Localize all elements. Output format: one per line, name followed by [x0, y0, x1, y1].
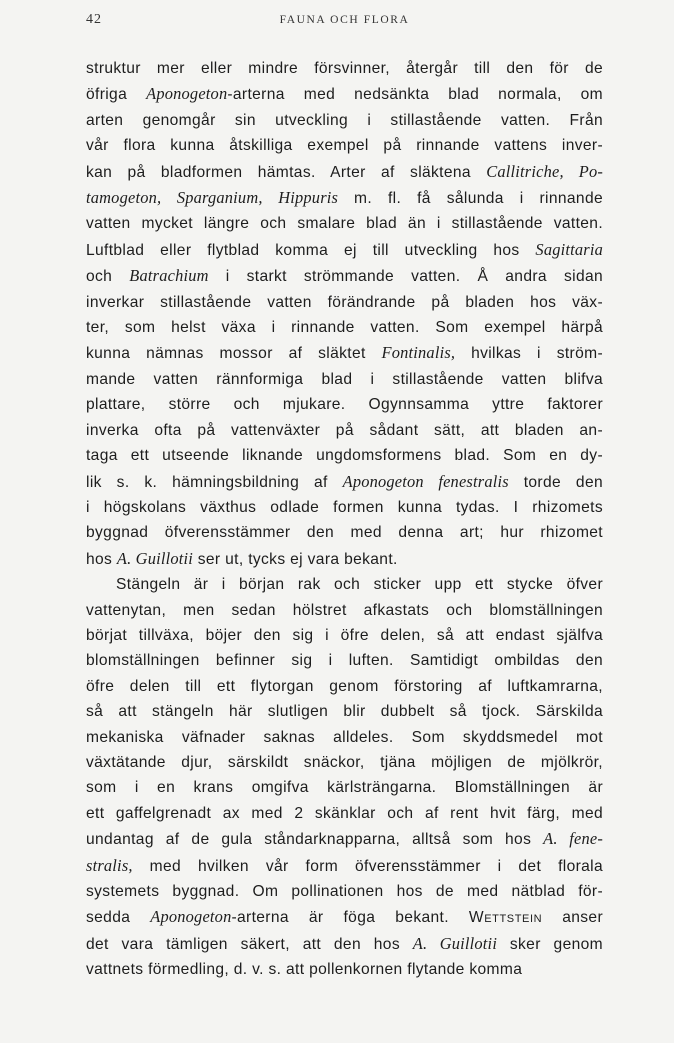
- text-run: inverka ofta på vattenväxter på sådant sätt, att bladen an-: [86, 421, 603, 439]
- text-line: [86, 879, 603, 904]
- text-run: öfriga: [86, 86, 147, 104]
- text-line: [86, 367, 603, 392]
- italic-term: Fontinalis,: [381, 343, 456, 363]
- text-run: Luftblad eller flytblad komma ej till utveckling hos: [86, 241, 536, 259]
- text-line: [86, 648, 603, 673]
- text-run: Stängeln är i början rak och sticker upp ett stycke öfver: [116, 576, 603, 594]
- text-run: hos: [86, 550, 117, 568]
- italic-term: Aponogeton: [150, 907, 232, 927]
- text-run: vatten mycket längre och smalare blad än i stillastående vatten.: [86, 215, 603, 233]
- running-head: FAUNA OCH FLORA: [279, 14, 410, 26]
- text-run: som i en krans omgifva kärlsträngarna. Blomställningen är: [86, 779, 603, 797]
- italic-term: Callitriche, Po-: [486, 161, 603, 181]
- text-run: vattnets förmedling, d. v. s. att pollenkornen flytande komma: [86, 961, 523, 979]
- text-line: [86, 159, 603, 185]
- text-run: ett gaffelgrenadt ax med 2 skänklar och af rent hvit färg, med: [86, 804, 603, 822]
- text-line: [86, 904, 603, 930]
- text-run: det vara tämligen säkert, att den hos: [86, 935, 413, 953]
- author-name: Wettstein: [468, 909, 543, 927]
- text-line: [86, 826, 603, 852]
- text-line: [86, 185, 603, 211]
- text-run: anser: [542, 909, 603, 927]
- text-line: [86, 725, 603, 750]
- text-run: mekaniska väfnader saknas alldeles. Som skyddsmedel mot: [86, 728, 603, 746]
- text-line: [86, 392, 603, 417]
- text-line: [86, 853, 603, 879]
- text-run: -arterna är föga bekant.: [231, 909, 469, 927]
- page-header: [86, 8, 603, 32]
- text-line: [86, 546, 603, 572]
- text-run: lik s. k. hämningsbildning af: [86, 473, 343, 491]
- text-line: [86, 674, 603, 699]
- text-run: taga ett utseende liknande ungdomsformens blad. Som en dy-: [86, 447, 603, 465]
- text-run: ser ut, tycks ej vara bekant.: [193, 550, 398, 568]
- text-run: blomställningen befinner sig i luften. Samtidigt ombildas den: [86, 652, 603, 670]
- italic-term: Aponogeton: [146, 84, 228, 104]
- italic-term: stralis,: [86, 855, 133, 875]
- italic-term: Batrachium: [129, 266, 209, 286]
- italic-term: tamogeton, Sparganium, Hippuris: [86, 188, 339, 208]
- italic-term: Aponogeton fenestralis: [342, 471, 509, 491]
- text-line: [86, 133, 603, 158]
- text-line: [86, 623, 603, 648]
- text-run: så att stängeln här slutligen blir dubbelt så tjock. Särskilda: [86, 703, 603, 721]
- text-line: [86, 469, 603, 495]
- text-run: i starkt strömmande vatten. Å andra sidan: [208, 268, 604, 286]
- text-run: ter, som helst växa i rinnande vatten. Som exempel härpå: [86, 319, 603, 337]
- text-line: [86, 598, 603, 623]
- text-run: och: [86, 268, 130, 286]
- text-line: [86, 315, 603, 340]
- text-line: [86, 56, 603, 81]
- text-line: [86, 931, 603, 957]
- text-run: i högskolans växthus odlade formen kunna tydas. I rhizomets: [86, 498, 603, 516]
- text-line: [86, 572, 603, 597]
- italic-term: A. fene-: [543, 829, 603, 849]
- text-line: [86, 340, 603, 366]
- text-run: -arterna med nedsänkta blad normala, om: [227, 86, 603, 104]
- text-run: kan på bladformen hämtas. Arter af släktena: [86, 163, 487, 181]
- body-text: [86, 56, 603, 983]
- text-run: struktur mer eller mindre försvinner, återgår till den för de: [86, 60, 603, 77]
- text-line: [86, 263, 603, 289]
- text-run: byggnad öfverensstämmer den med denna art; hur rhizomet: [86, 524, 603, 542]
- text-run: plattare, större och mjukare. Ogynnsamma yttre faktorer: [86, 396, 603, 414]
- italic-term: A. Guillotii: [116, 548, 194, 568]
- text-line: [86, 290, 603, 315]
- text-line: [86, 801, 603, 826]
- text-line: [86, 81, 603, 107]
- text-line: [86, 443, 603, 468]
- text-line: [86, 699, 603, 724]
- text-run: vattenytan, men sedan hölstret afkastats och blomställningen: [86, 601, 603, 619]
- text-run: sedda: [86, 909, 151, 927]
- text-run: mande vatten rännformiga blad i stillastående vatten blifva: [86, 370, 603, 388]
- text-line: [86, 750, 603, 775]
- text-run: växtätande djur, särskildt snäckor, tjäna möjligen de mjölkrör,: [86, 753, 603, 771]
- text-line: [86, 495, 603, 520]
- text-line: [86, 237, 603, 263]
- page-number: 42: [86, 12, 102, 27]
- text-run: med hvilken vår form öfverensstämmer i det florala: [132, 857, 603, 875]
- text-line: [86, 418, 603, 443]
- text-run: kunna nämnas mossor af släktet: [86, 345, 382, 363]
- text-run: vår flora kunna åtskilliga exempel på rinnande vattens inver-: [86, 137, 603, 155]
- text-line: [86, 108, 603, 133]
- text-run: systemets byggnad. Om pollinationen hos de med nätblad för-: [86, 883, 603, 900]
- text-run: börjat tillväxa, böjer den sig i öfre delen, så att endast själfva: [86, 626, 603, 644]
- text-run: arten genomgår sin utveckling i stillastående vatten. Från: [86, 111, 603, 129]
- text-run: hvilkas i ström-: [455, 345, 603, 363]
- italic-term: A. Guillotii: [412, 933, 498, 953]
- text-line: [86, 775, 603, 800]
- text-line: [86, 957, 603, 982]
- text-run: sker genom: [497, 935, 603, 953]
- text-run: m. fl. få sålunda i rinnande: [338, 190, 603, 208]
- text-run: undantag af de gula ståndarknapparna, alltså som hos: [86, 831, 544, 849]
- italic-term: Sagittaria: [535, 239, 603, 259]
- text-run: inverkar stillastående vatten förändrande på bladen hos väx-: [86, 293, 603, 311]
- text-line: [86, 520, 603, 545]
- text-run: öfre delen till ett flytorgan genom förstoring af luftkamrarna,: [86, 677, 603, 695]
- text-line: [86, 211, 603, 236]
- text-run: torde den: [508, 473, 603, 491]
